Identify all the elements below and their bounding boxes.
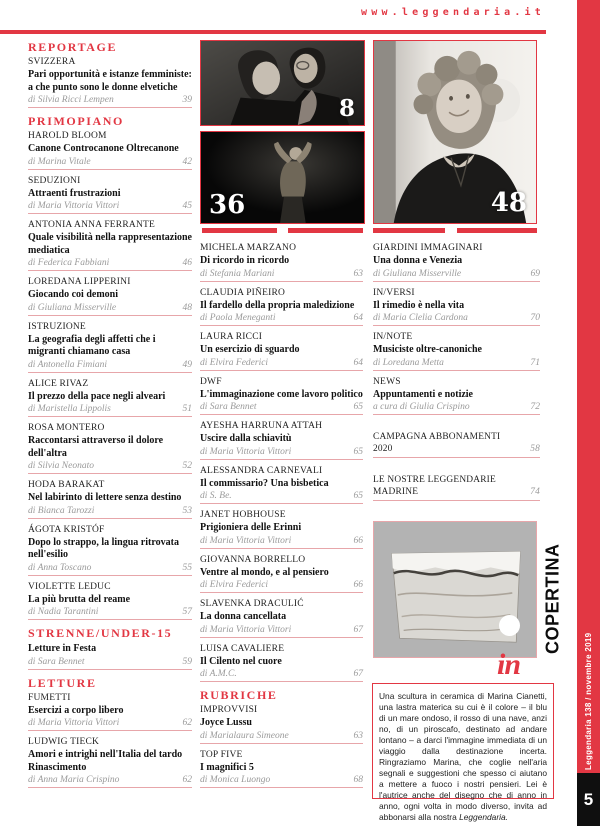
entry-category: GIOVANNA BORRELLO (200, 554, 306, 565)
page-ref: 39 (182, 95, 192, 105)
entry-author: di Nadia Tarantini (28, 607, 99, 617)
entry-author: di Maristella Lippolis (28, 404, 111, 414)
toc-pagelink (373, 431, 540, 458)
toc-entry (200, 510, 363, 549)
entry-category: ROSA MONTERO (28, 423, 105, 433)
entry-category: LAURA RICCI (200, 332, 263, 342)
entry-title: Appuntamenti e notizie (373, 388, 473, 400)
page-ref: 46 (182, 258, 192, 268)
entry-title: Musiciste oltre-canoniche (373, 344, 482, 355)
toc-entry (28, 480, 192, 519)
toc-entry (28, 582, 192, 621)
issue-info-vertical: Leggendaria 138 / novembre 2019 (584, 632, 593, 770)
entry-title: Letture in Festa (28, 643, 97, 654)
entry-title: Il prezzo della pace negli alveari (28, 390, 166, 402)
page-ref: 53 (182, 505, 192, 516)
toc-entry (200, 288, 363, 327)
entry-title: Amori e intrighi nell'Italia del tardo Rinascimento (28, 749, 183, 773)
entry-title: Il rimedio è nella vita (373, 299, 465, 311)
entry-category: VIOLETTE LEDUC (28, 581, 111, 592)
entry-author: di Maria Vittoria Vittori (28, 718, 120, 728)
toc-entry (28, 176, 192, 215)
toc-entry (200, 644, 363, 683)
page-ref: 42 (182, 156, 192, 167)
page-ref: 62 (182, 775, 192, 785)
toc-entry (200, 705, 363, 744)
entry-category: SLAVENKA DRACULIĆ (200, 599, 304, 609)
entry-byline (28, 460, 192, 474)
entry-author: di Giuliana Misserville (28, 302, 117, 313)
in-logo-dot (499, 615, 520, 636)
toc-entry (373, 288, 540, 327)
toc-entry (28, 57, 192, 108)
page-ref: 69 (530, 268, 540, 279)
entry-category: HAROLD BLOOM (28, 131, 107, 141)
page-ref: 52 (182, 461, 192, 471)
entry-category: TOP FIVE (200, 749, 243, 760)
page-ref: 59 (182, 656, 192, 667)
toc-entry (28, 737, 192, 788)
toc-entry (373, 377, 540, 416)
entry-author: di Anna Maria Crispino (28, 775, 120, 785)
section-header: PRIMOPIANO (28, 114, 124, 128)
entry-byline (200, 535, 363, 549)
entry-title: Di ricordo in ricordo (200, 255, 290, 266)
entry-author: di Maria Vittoria Vittori (28, 201, 120, 211)
entry-byline (200, 490, 363, 504)
page-ref: 68 (353, 775, 363, 785)
entry-title: Canone Controcanone Oltrecanone (28, 143, 179, 154)
section-header: RUBRICHE (200, 688, 278, 702)
photo-page-number: 8 (338, 95, 355, 122)
entry-byline (200, 446, 363, 460)
page-ref: 62 (182, 718, 192, 728)
photo-stage-performer (200, 131, 365, 224)
entry-author: di S. Be. (200, 491, 232, 501)
entry-author: di Sara Bennet (200, 402, 257, 412)
entry-category: CLAUDIA PIÑEIRO (200, 287, 286, 298)
entry-author: di Giuliana Misserville (373, 268, 462, 279)
entry-author: di Paola Meneganti (200, 313, 276, 323)
entry-byline (28, 656, 192, 670)
entry-author: di A.M.C. (200, 669, 237, 679)
entry-category: MICHELA MARZANO (200, 243, 297, 253)
toc-entry (28, 525, 192, 576)
entry-byline (28, 359, 192, 373)
page-ref: 65 (353, 402, 363, 412)
entry-category: ALICE RIVAZ (28, 378, 89, 389)
entry-title: Quale visibilità nella rappresentazione mediatica (28, 232, 192, 256)
toc-pagelink (373, 474, 540, 501)
page-ref: 48 (182, 302, 192, 313)
entry-author: di Elvira Federici (200, 580, 269, 590)
entry-category: ÁGOTA KRISTÓF (28, 524, 105, 535)
entry-title: Il fardello della propria maledizione (200, 299, 355, 311)
photo-page-number: 48 (490, 188, 527, 218)
entry-title: Il commissario? Una bisbetica (200, 477, 329, 489)
entry-byline (28, 774, 192, 788)
entry-byline (28, 717, 192, 731)
toc-entry (373, 243, 540, 282)
entry-category: LOREDANA LIPPERINI (28, 277, 131, 287)
page-ref: 65 (353, 446, 363, 457)
pagelink-label: CAMPAGNA ABBONAMENTI 2020 (373, 432, 501, 454)
page-ref: 71 (530, 357, 540, 368)
entry-byline (200, 668, 363, 682)
photo-two-women (200, 40, 365, 126)
entry-category: GIARDINI IMMAGINARI (373, 243, 483, 253)
entry-title: La geografia degli affetti che i migranti chiamano casa (28, 333, 156, 357)
entry-author: di Maria Clelia Cardona (373, 313, 468, 323)
entry-author: di Elvira Federici (200, 357, 269, 368)
page-ref: 49 (182, 359, 192, 370)
page-ref: 64 (353, 313, 363, 323)
entry-category: LUISA CAVALIERE (200, 643, 285, 654)
entry-byline (373, 357, 540, 371)
toc-entry (28, 379, 192, 418)
entry-byline (28, 257, 192, 271)
entry-title: Il Cilento nel cuore (200, 655, 282, 667)
entry-category: SVIZZERA (28, 57, 76, 67)
page-ref: 72 (530, 402, 540, 412)
entry-author: di Maria Vittoria Vittori (200, 535, 292, 546)
page-ref: 58 (530, 444, 540, 454)
toc-entry (28, 131, 192, 170)
toc-entry (28, 693, 192, 732)
copertina-vertical-label: COPERTINA (542, 543, 563, 655)
entry-title: La donna cancellata (200, 611, 287, 622)
entry-category: AYESHA HARRUNA ATTAH (200, 421, 323, 431)
entry-title: Attraenti frustrazioni (28, 187, 121, 199)
top-rule (0, 30, 546, 34)
entry-category: JANET HOBHOUSE (200, 510, 286, 520)
entry-author: di Silvia Neonato (28, 461, 94, 471)
entry-byline (200, 312, 363, 326)
entry-title: I magnifici 5 (200, 761, 254, 773)
website-url[interactable]: www.leggendaria.it (361, 7, 545, 18)
entry-author: di Maria Vittoria Vittori (200, 446, 292, 457)
toc-entry (373, 332, 540, 371)
entry-category: ISTRUZIONE (28, 321, 86, 332)
toc-entry (28, 277, 192, 316)
entry-category: IMPROVVISI (200, 705, 258, 715)
red-divider-dash (457, 228, 537, 233)
entry-title: L'immaginazione come lavoro politico (200, 388, 363, 400)
entry-category: ALESSANDRA CARNEVALI (200, 465, 323, 476)
entry-byline (28, 94, 192, 108)
entry-author: di Federica Fabbiani (28, 258, 110, 268)
entry-category: DWF (200, 376, 222, 387)
toc-entry (28, 322, 192, 373)
entry-category: IN/VERSI (373, 287, 415, 298)
toc-entry (200, 421, 363, 460)
pagelink-label: LE NOSTRE LEGGENDARIE MADRINE (373, 475, 496, 497)
entry-author: di Marialaura Simeone (200, 730, 289, 741)
entry-byline (200, 730, 363, 744)
page-number: 5 (583, 789, 594, 809)
entry-author: di Maria Vittoria Vittori (200, 624, 292, 635)
entry-title: Nel labirinto di lettere senza destino (28, 492, 182, 503)
entry-byline (200, 401, 363, 415)
entry-byline (373, 312, 540, 326)
toc-entry (200, 332, 363, 371)
page-ref: 63 (353, 730, 363, 741)
entry-author: di Antonella Fimiani (28, 359, 107, 370)
toc-entry (200, 599, 363, 638)
entry-byline (373, 268, 540, 282)
entry-byline (28, 505, 192, 519)
page-ref: 66 (353, 580, 363, 590)
cover-caption (372, 683, 554, 822)
cover-art-box (373, 521, 537, 658)
page-ref: 67 (353, 669, 363, 679)
entry-category: HODA BARAKAT (28, 480, 105, 490)
page-ref: 64 (353, 357, 363, 368)
entry-author: a cura di Giulia Crispino (373, 402, 470, 412)
entry-title: Un esercizio di sguardo (200, 344, 300, 355)
entry-title: Pari opportunità e istanze femministe: a che punto sono le donne elvetiche (28, 69, 192, 93)
entry-author: di Silvia Ricci Lempen (28, 95, 114, 105)
entry-category: FUMETTI (28, 692, 71, 703)
page-ref: 74 (530, 487, 540, 497)
red-divider-dash (288, 228, 363, 233)
entry-category: IN/NOTE (373, 332, 413, 342)
entry-title: Raccontarsi attraverso il dolore dell'altra (28, 435, 164, 459)
toc-entry (200, 243, 363, 282)
page-ref: 70 (530, 313, 540, 323)
red-divider-dash (202, 228, 277, 233)
page-ref: 65 (353, 491, 363, 501)
entry-author: di Stefania Mariani (200, 268, 275, 279)
entry-title: La più brutta del reame (28, 593, 131, 605)
entry-title: Esercizi a corpo libero (28, 704, 124, 716)
section-header: STRENNE/UNDER-15 (28, 626, 173, 640)
entry-author: di Marina Vitale (28, 156, 91, 167)
entry-byline (28, 156, 192, 170)
entry-author: di Anna Toscano (28, 562, 92, 573)
entry-author: di Monica Luongo (200, 775, 271, 785)
toc-entry (28, 220, 192, 271)
entry-title: Joyce Lussu (200, 717, 252, 728)
cover-caption-magazine-name: Leggendaria. (459, 812, 508, 822)
page-ref: 55 (182, 562, 192, 573)
cover-caption-text: Una scultura in ceramica di Marina Cianetti, una lastra materica su cui è il colore – il blu di un mare ondoso, il rosso di una nave, anzi no, di un piroscafo, destinato ad andare lontano – a darci l'immagine immediata di un viaggio dalla destinazione incerta. Ringraziamo Marina, che coglie nell'aria segnali e suggestioni che spesso ci aiutano a mettere a fuoco i nostri pensieri. Lei è l'autrice anche del disegno che di anno in anno, ogni volta in modo diverso, invita ad abbonarsi alla nostra (379, 691, 547, 822)
photo-page-number: 36 (209, 190, 246, 220)
page-ref: 63 (353, 268, 363, 279)
toc-column-middle (200, 243, 363, 794)
photo-curly-haired-woman (373, 40, 537, 224)
entry-title: Dopo lo strappo, la lingua ritrovata nell'esilio (28, 536, 179, 560)
entry-author: di Sara Bennet (28, 656, 85, 667)
toc-entry (28, 643, 192, 670)
entry-title: Prigioniera delle Erinni (200, 522, 302, 533)
section-header: REPORTAGE (28, 40, 118, 54)
entry-byline (200, 579, 363, 593)
entry-byline (200, 357, 363, 371)
entry-byline (28, 606, 192, 620)
entry-byline (373, 401, 540, 415)
entry-title: Una donna e Venezia (373, 255, 463, 266)
toc-entry (200, 750, 363, 789)
toc-entry (200, 555, 363, 594)
entry-category: NEWS (373, 376, 401, 387)
toc-entry (200, 466, 363, 505)
entry-author: di Bianca Tarozzi (28, 505, 95, 516)
page-ref: 66 (353, 535, 363, 546)
entry-byline (200, 268, 363, 282)
entry-byline (200, 774, 363, 788)
entry-category: SEDUZIONI (28, 175, 81, 186)
in-logo: in (497, 648, 521, 681)
red-divider-dash (373, 228, 445, 233)
entry-title: Giocando coi demoni (28, 289, 119, 300)
page-ref: 45 (182, 201, 192, 211)
toc-entry (28, 423, 192, 474)
entry-title: Ventre al mondo, e al pensiero (200, 566, 329, 578)
entry-byline (28, 403, 192, 417)
page-number-box (577, 773, 600, 826)
toc-column-left (28, 40, 192, 794)
entry-byline (200, 624, 363, 638)
page-ref: 51 (182, 404, 192, 414)
page-ref: 67 (353, 624, 363, 635)
page-ref: 57 (182, 607, 192, 617)
entry-byline (28, 562, 192, 576)
toc-column-right (373, 243, 540, 511)
ceramic-sculpture-art (374, 522, 536, 657)
entry-category: ANTONIA ANNA FERRANTE (28, 220, 156, 230)
entry-byline (28, 302, 192, 316)
entry-title: Uscire dalla schiavitù (200, 433, 292, 444)
entry-byline (28, 200, 192, 214)
section-header: LETTURE (28, 675, 97, 690)
entry-category: LUDWIG TIECK (28, 737, 100, 747)
toc-entry (200, 377, 363, 416)
entry-author: di Loredana Metta (373, 357, 444, 368)
